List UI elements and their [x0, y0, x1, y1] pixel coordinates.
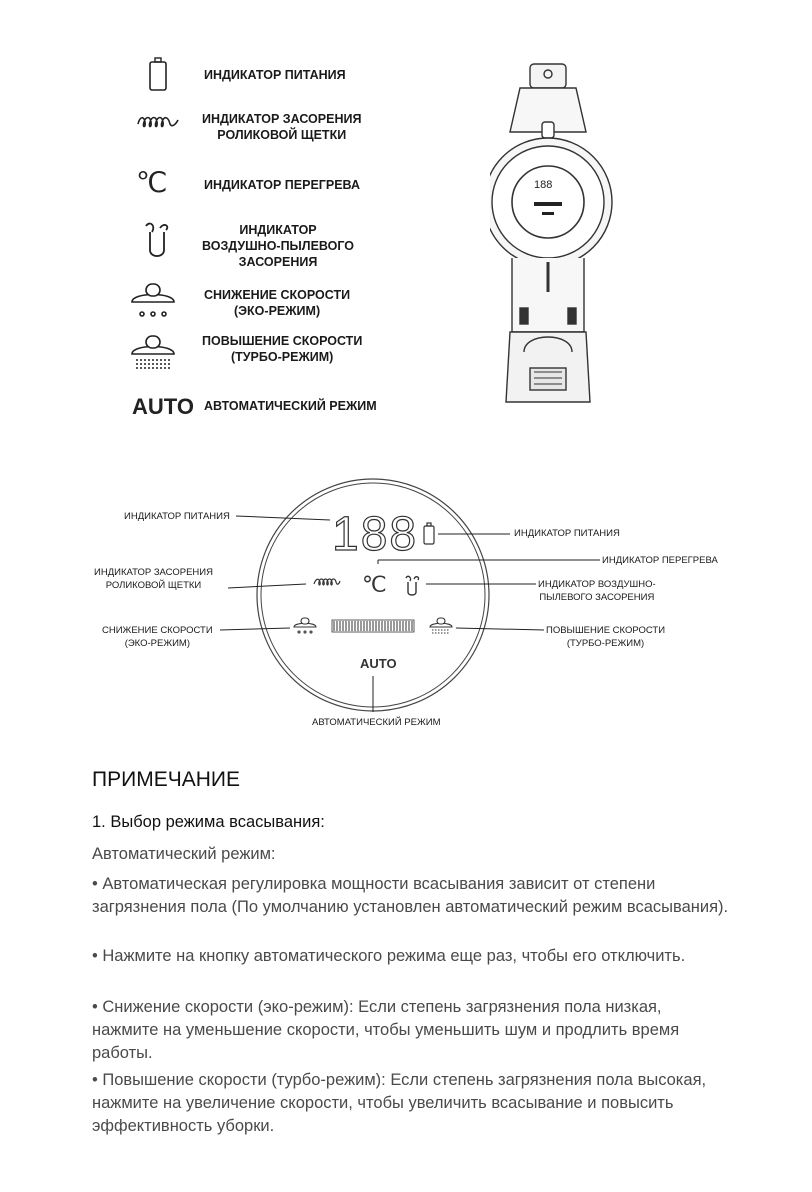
display-eco-icon — [294, 618, 316, 633]
battery-icon — [150, 58, 166, 90]
legend-label-air-clog: ИНДИКАТОР ВОЗДУШНО-ПЫЛЕВОГО ЗАСОРЕНИЯ — [202, 223, 354, 269]
svg-text:AUTO: AUTO — [132, 394, 194, 419]
device-speed-bar — [534, 202, 562, 206]
diagram-label-auto: АВТОМАТИЧЕСКИЙ РЕЖИМ — [312, 717, 441, 728]
svg-text:℃: ℃ — [136, 167, 168, 198]
legend-icons — [122, 52, 202, 424]
legend-label-auto: АВТОМАТИЧЕСКИЙ РЕЖИМ — [204, 399, 377, 413]
legend-label-eco: СНИЖЕНИЕ СКОРОСТИ (ЭКО-РЕЖИМ) — [204, 288, 351, 318]
vacuum-device-illustration — [490, 62, 650, 412]
diagram-label-turbo: ПОВЫШЕНИЕ СКОРОСТИ (ТУРБО-РЕЖИМ) — [546, 625, 666, 649]
display-diagram — [0, 460, 812, 740]
diagram-label-air-clog: ИНДИКАТОР ВОЗДУШНО- ПЫЛЕВОГО ЗАСОРЕНИЯ — [538, 579, 656, 603]
notes-title: ПРИМЕЧАНИЕ — [92, 768, 240, 791]
legend-label-turbo: ПОВЫШЕНИЕ СКОРОСТИ (ТУРБО-РЕЖИМ) — [202, 334, 363, 364]
device-auto-mark — [542, 212, 554, 215]
notes-subsection: Автоматический режим: — [92, 845, 276, 863]
display-turbo-icon — [430, 618, 452, 633]
turbo-speed-icon — [132, 336, 174, 368]
display-celsius-icon: ℃ — [362, 572, 387, 597]
diagram-label-overheat: ИНДИКАТОР ПЕРЕГРЕВА — [602, 555, 718, 566]
auto-icon — [132, 394, 194, 419]
brush-clog-icon — [138, 118, 178, 127]
display-brush-clog-icon — [314, 579, 340, 585]
notes-bullet-4: • Повышение скорости (турбо-режим): Если степень загрязнения пола высокая, нажмите на увеличение скорости, чтобы увеличить всасывание и повысить эффективность уборки. — [92, 1071, 707, 1135]
diagram-label-power-left: ИНДИКАТОР ПИТАНИЯ — [124, 511, 230, 522]
device-display-digits: 188 — [534, 179, 553, 191]
air-duct-icon — [146, 224, 167, 256]
notes-bullet-3: • Снижение скорости (эко-режим): Если степень загрязнения пола низкая, нажмите на уменьшение скорости, чтобы уменьшить шум и продлить время работы. — [92, 998, 680, 1062]
display-auto-icon: AUTO — [360, 656, 397, 671]
legend-label-power: ИНДИКАТОР ПИТАНИЯ — [204, 68, 346, 82]
diagram-label-brush-clog: ИНДИКАТОР ЗАСОРЕНИЯ РОЛИКОВОЙ ЩЕТКИ — [94, 567, 213, 591]
display-digits: 188 — [332, 508, 419, 561]
celsius-icon — [136, 167, 167, 198]
display-air-duct-icon — [406, 576, 419, 595]
diagram-label-power-right: ИНДИКАТОР ПИТАНИЯ — [514, 528, 620, 539]
notes-bullet-1: • Автоматическая регулировка мощности всасывания зависит от степени загрязнения пола (По умолчанию установлен автоматический режим всасывания). — [92, 875, 729, 916]
display-battery-icon — [424, 523, 434, 544]
notes-bullet-2: • Нажмите на кнопку автоматического режима еще раз, чтобы его отключить. — [92, 947, 686, 965]
notes-section-title: 1. Выбор режима всасывания: — [92, 813, 325, 831]
diagram-label-eco: СНИЖЕНИЕ СКОРОСТИ (ЭКО-РЕЖИМ) — [102, 625, 213, 649]
legend-label-brush-clog: ИНДИКАТОР ЗАСОРЕНИЯ РОЛИКОВОЙ ЩЕТКИ — [202, 112, 362, 142]
legend-label-overheat: ИНДИКАТОР ПЕРЕГРЕВА — [204, 178, 360, 192]
eco-speed-icon — [132, 284, 174, 316]
